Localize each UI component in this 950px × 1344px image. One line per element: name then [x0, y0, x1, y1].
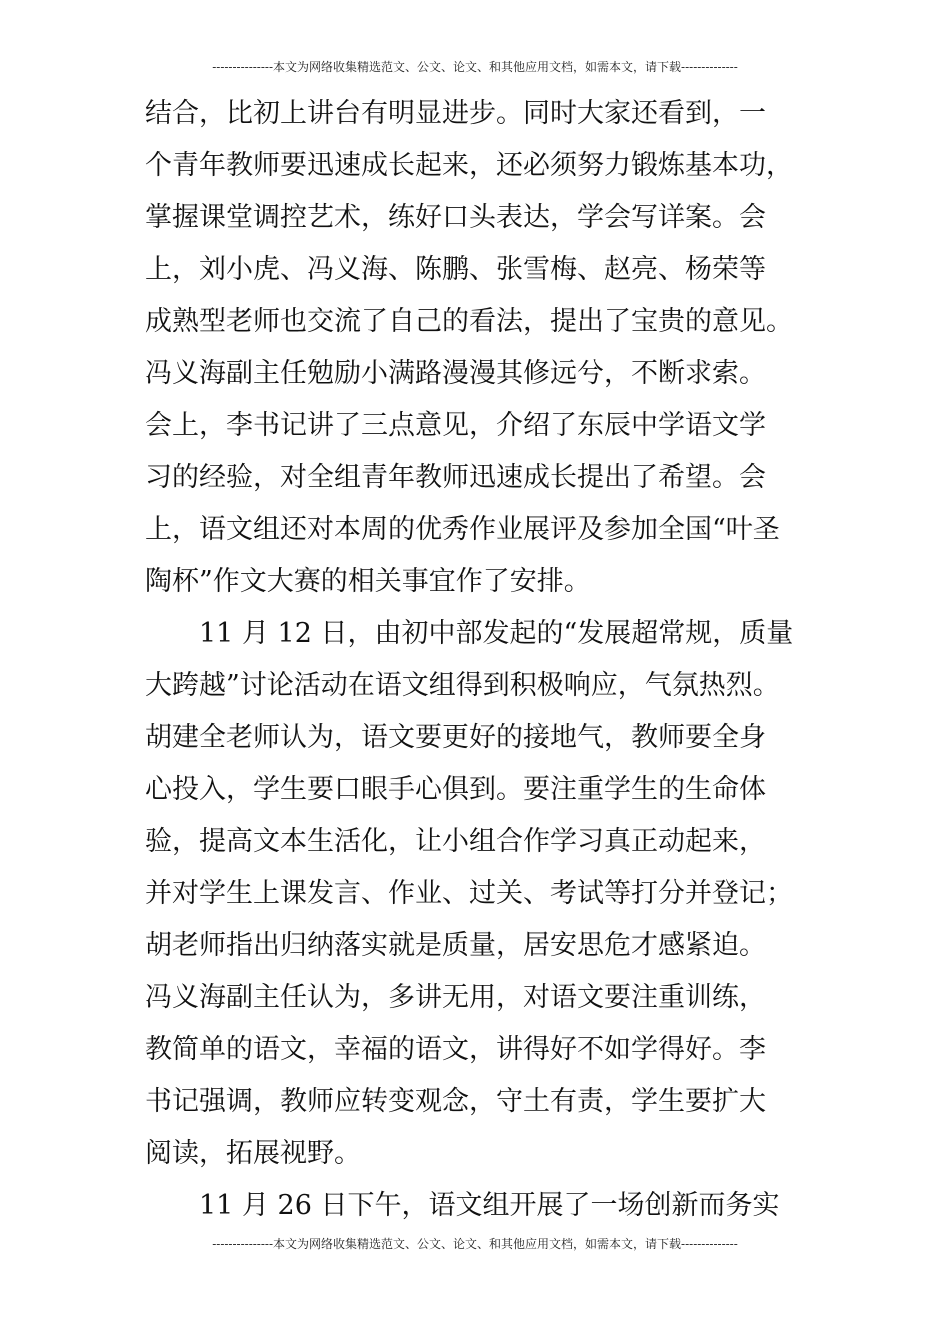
text-line: 个青年教师要迅速成长起来，还必须努力锻炼基本功，: [145, 150, 793, 181]
text-line: 习的经验，对全组青年教师迅速成长提出了希望。会: [145, 462, 766, 493]
text-line: 上，刘小虎、冯义海、陈鹏、张雪梅、赵亮、杨荣等: [145, 254, 766, 285]
text-line: 结合，比初上讲台有明显进步。同时大家还看到，一: [145, 98, 766, 129]
text-line: 冯义海副主任勉励小满路漫漫其修远兮，不断求索。: [145, 358, 766, 389]
text-line: 验，提高文本生活化，让小组合作学习真正动起来，: [145, 826, 766, 857]
text-line: 胡老师指出归纳落实就是质量，居安思危才感紧迫。: [145, 930, 766, 961]
text-line: 上，语文组还对本周的优秀作业展评及参加全国“叶圣: [145, 514, 780, 545]
text-line: 掌握课堂调控艺术，练好口头表达，学会写详案。会: [145, 202, 766, 233]
text-line: 大跨越”讨论活动在语文组得到积极响应，气氛热烈。: [145, 670, 780, 701]
text-line: 冯义海副主任认为，多讲无用，对语文要注重训练，: [145, 982, 766, 1013]
text-line: 11 月 26 日下午，语文组开展了一场创新而务实: [145, 1190, 780, 1221]
text-line: 阅读，拓展视野。: [145, 1138, 361, 1169]
text-line: 会上，李书记讲了三点意见，介绍了东辰中学语文学: [145, 410, 766, 441]
text-line: 成熟型老师也交流了自己的看法，提出了宝贵的意见。: [145, 306, 793, 337]
text-line: 教简单的语文，幸福的语文，讲得好不如学得好。李: [145, 1034, 766, 1065]
text-line: 11 月 12 日，由初中部发起的“发展超常规，质量: [145, 618, 794, 649]
footer-note: ---------------本文为网络收集精选范文、公文、论文、和其他应用文档，如需本文，请下载--------------: [212, 1237, 738, 1251]
body-text: [145, 88, 810, 1232]
text-line: 胡建全老师认为，语文要更好的接地气，教师要全身: [145, 722, 766, 753]
header-note: ---------------本文为网络收集精选范文、公文、论文、和其他应用文档，如需本文，请下载--------------: [212, 60, 738, 74]
text-line: 陶杯”作文大赛的相关事宜作了安排。: [145, 566, 591, 597]
text-line: 心投入，学生要口眼手心俱到。要注重学生的生命体: [145, 774, 766, 805]
text-line: 书记强调，教师应转变观念，守土有责，学生要扩大: [145, 1086, 766, 1117]
text-line: 并对学生上课发言、作业、过关、考试等打分并登记；: [145, 878, 793, 909]
